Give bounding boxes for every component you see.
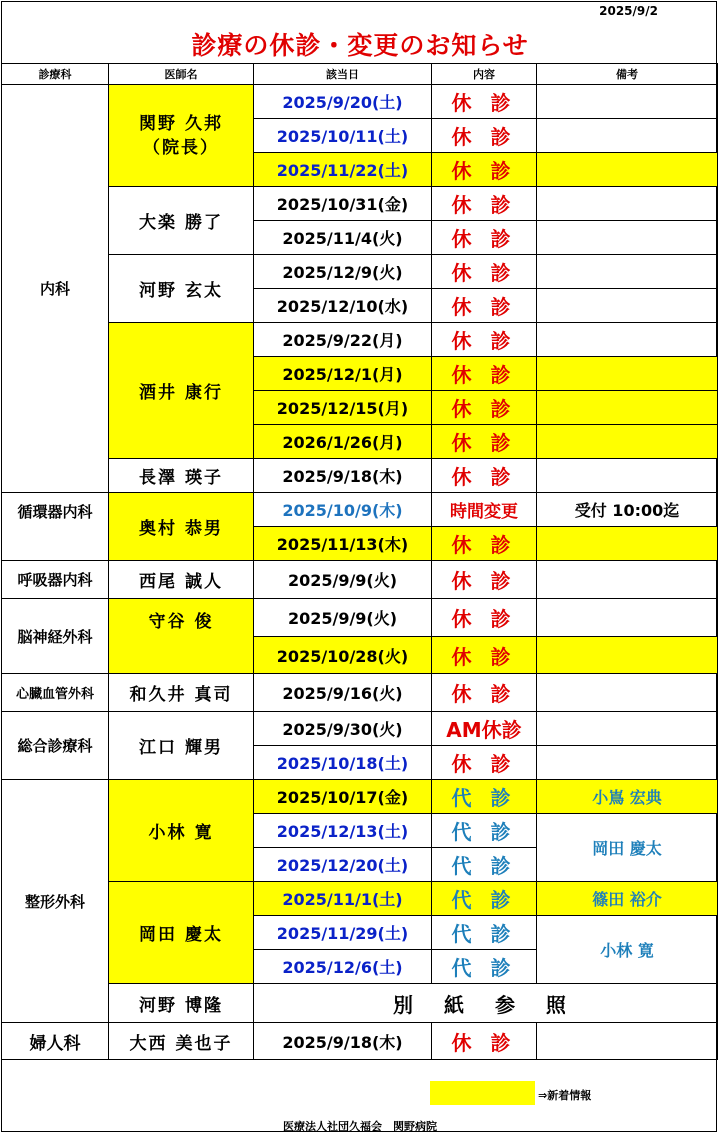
date-cell: 2026/1/26(月) [254,425,432,459]
note-cell [537,289,718,323]
note-cell [537,1023,718,1060]
content-cell: 休 診 [432,119,537,153]
table-row [2,599,718,637]
col-header-dept: 診療科 [2,64,109,85]
note-cell [537,561,718,599]
date-cell: 2025/9/16(火) [254,674,432,712]
date-cell: 2025/9/30(火) [254,712,432,746]
doctor-cell: 小林 寛 [109,780,254,882]
content-cell: 休 診 [432,153,537,187]
dept-cell: 呼吸器内科 [2,561,109,599]
content-cell: 代 診 [432,780,537,814]
col-header-content: 内容 [432,64,537,85]
note-cell [537,425,718,459]
date-cell: 2025/12/20(土) [254,848,432,882]
table-row [2,459,718,493]
dept-cell: 総合診療科 [2,712,109,780]
table-row [2,323,718,357]
dept-cell: 心臓血管外科 [2,674,109,712]
note-cell [537,746,718,780]
table-row [2,674,718,712]
date-cell: 2025/9/22(月) [254,323,432,357]
doctor-cell: 酒井 康行 [109,323,254,459]
content-cell: 代 診 [432,814,537,848]
table-row [2,1023,718,1060]
footer-hospital-name: 医療法人社団久福会 関野病院 [283,1120,437,1133]
content-cell: 休 診 [432,289,537,323]
legend-swatch [430,1081,535,1105]
date-cell: 2025/12/10(水) [254,289,432,323]
content-cell: 休 診 [432,221,537,255]
dept-cell: 婦人科 [2,1023,109,1060]
doctor-cell: 和久井 真司 [109,674,254,712]
table-row [2,561,718,599]
content-cell: 休 診 [432,459,537,493]
doctor-cell: 岡田 慶太 [109,882,254,984]
note-cell [537,674,718,712]
schedule-table [1,63,718,1060]
note-cell [537,712,718,746]
date-cell: 2025/10/9(木) [254,493,432,527]
col-header-note: 備考 [537,64,718,85]
date-cell: 2025/11/29(土) [254,916,432,950]
col-header-date: 該当日 [254,64,432,85]
date-cell: 2025/10/18(土) [254,746,432,780]
date-cell: 2025/12/1(月) [254,357,432,391]
note-cell: 小林 寛 [537,916,718,984]
note-cell [537,119,718,153]
content-cell: 休 診 [432,637,537,674]
note-cell [537,637,718,674]
table-row [2,493,718,527]
table-header-row [2,64,718,85]
date-cell: 2025/11/22(土) [254,153,432,187]
note-cell: 受付 10:00迄 [537,493,718,527]
date-cell: 2025/11/4(火) [254,221,432,255]
table-row [2,882,718,916]
doctor-cell: 奥村 恭男 [109,493,254,561]
content-cell: 休 診 [432,391,537,425]
content-cell: 休 診 [432,674,537,712]
table-row [2,255,718,289]
legend-label: ⇒新着情報 [538,1089,592,1102]
note-cell: 篠田 裕介 [537,882,718,916]
content-cell: 休 診 [432,323,537,357]
dept-cell: 整形外科 [2,780,109,1023]
date-cell: 2025/10/31(金) [254,187,432,221]
dept-cell: 内科 [2,85,109,493]
content-cell: 代 診 [432,882,537,916]
date-cell: 2025/9/20(土) [254,85,432,119]
date-cell: 2025/12/6(土) [254,950,432,984]
note-cell [537,221,718,255]
doctor-cell: 大楽 勝了 [109,187,254,255]
content-cell: 休 診 [432,527,537,561]
content-cell: AM休診 [432,712,537,746]
content-cell: 代 診 [432,848,537,882]
note-cell [537,153,718,187]
table-row [2,984,718,1023]
content-cell: 休 診 [432,1023,537,1060]
note-cell [537,357,718,391]
date-cell: 2025/11/1(土) [254,882,432,916]
page-title: 診療の休診・変更のお知らせ [191,31,529,60]
content-cell: 休 診 [432,357,537,391]
note-cell: 岡田 慶太 [537,814,718,882]
doctor-cell: 西尾 誠人 [109,561,254,599]
date-cell: 2025/11/13(木) [254,527,432,561]
col-header-doctor: 医師名 [109,64,254,85]
doctor-cell: 関野 久邦 （院長） [109,85,254,187]
date-cell: 2025/9/9(火) [254,599,432,637]
note-cell [537,187,718,221]
date-cell: 2025/10/11(土) [254,119,432,153]
content-cell: 休 診 [432,561,537,599]
date-cell: 2025/12/13(土) [254,814,432,848]
note-cell [537,85,718,119]
note-cell [537,527,718,561]
date-cell: 2025/9/18(木) [254,1023,432,1060]
doctor-cell: 大西 美也子 [109,1023,254,1060]
note-cell [537,599,718,637]
table-row [2,85,718,119]
table-row [2,780,718,814]
content-cell: 休 診 [432,187,537,221]
date-cell: 2025/9/18(木) [254,459,432,493]
note-cell: 小嶌 宏典 [537,780,718,814]
see-attachment-cell: 別 紙 参 照 [254,984,718,1023]
dept-cell: 循環器内科 [2,493,109,561]
note-cell [537,459,718,493]
content-cell: 時間変更 [432,493,537,527]
date-cell: 2025/12/9(火) [254,255,432,289]
content-cell: 休 診 [432,255,537,289]
date-cell: 2025/10/17(金) [254,780,432,814]
issue-date: 2025/9/2 [599,4,658,18]
dept-cell: 脳神経外科 [2,599,109,674]
note-cell [537,255,718,289]
note-cell [537,391,718,425]
doctor-cell: 守谷 俊 [109,599,254,674]
date-cell: 2025/10/28(火) [254,637,432,674]
content-cell: 休 診 [432,746,537,780]
date-cell: 2025/9/9(火) [254,561,432,599]
doctor-cell: 江口 輝男 [109,712,254,780]
doctor-cell: 河野 玄太 [109,255,254,323]
content-cell: 休 診 [432,425,537,459]
doctor-cell: 河野 博隆 [109,984,254,1023]
table-row [2,712,718,746]
doctor-cell: 長澤 瑛子 [109,459,254,493]
date-cell: 2025/12/15(月) [254,391,432,425]
content-cell: 休 診 [432,85,537,119]
content-cell: 代 診 [432,916,537,950]
content-cell: 休 診 [432,599,537,637]
table-row [2,187,718,221]
note-cell [537,323,718,357]
content-cell: 代 診 [432,950,537,984]
